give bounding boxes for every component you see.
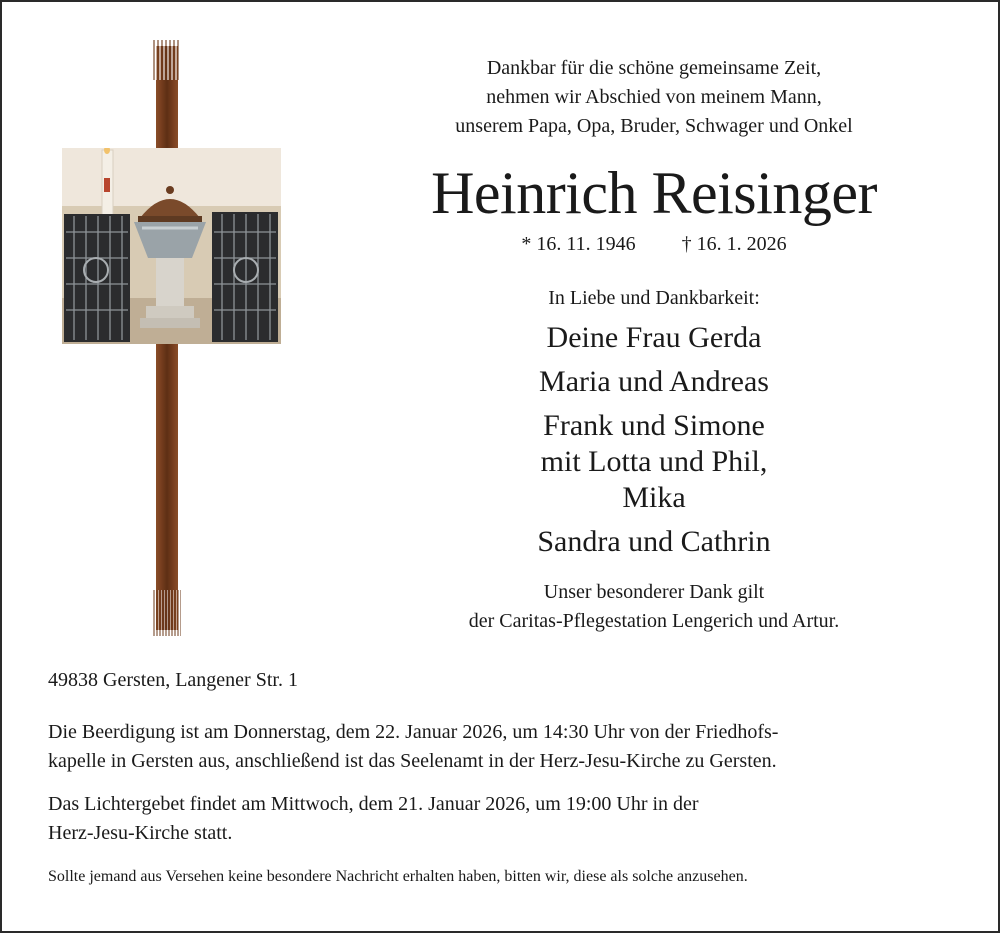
family-entry xyxy=(404,524,904,560)
funeral-line: kapelle in Gersten aus, anschließend ist das Seelenamt in der Herz-Jesu-Kirche zu Gersten. xyxy=(48,750,777,772)
love-line: In Liebe und Dankbarkeit: xyxy=(548,287,760,309)
family-line: Maria und Andreas xyxy=(539,365,769,398)
family-line: Sandra und Cathrin xyxy=(537,525,771,558)
family-entry xyxy=(404,408,904,516)
family-list xyxy=(404,320,904,568)
life-dates xyxy=(404,231,904,257)
family-line: mit Lotta und Phil, xyxy=(540,445,768,478)
intro-line: Dankbar für die schöne gemeinsame Zeit, xyxy=(486,57,822,79)
address: 49838 Gersten, Langener Str. 1 xyxy=(48,669,298,691)
thanks-line: der Caritas-Pflegestation Lengerich und Artur. xyxy=(468,610,840,632)
baptismal-font-photo xyxy=(62,148,281,344)
deceased-name: Heinrich Reisinger xyxy=(431,160,877,226)
death-date: † 16. 1. 2026 xyxy=(681,233,787,255)
intro-line: nehmen wir Abschied von meinem Mann, xyxy=(486,86,822,108)
funeral-paragraph xyxy=(48,718,978,776)
family-line: Mika xyxy=(622,481,686,514)
intro-line: unserem Papa, Opa, Bruder, Schwager und Onkel xyxy=(455,115,853,137)
family-line: Deine Frau Gerda xyxy=(546,321,762,354)
funeral-line: Die Beerdigung ist am Donnerstag, dem 22. Januar 2026, um 14:30 Uhr von der Friedhofs- xyxy=(48,721,779,743)
intro-text xyxy=(404,54,904,141)
prayer-line: Herz-Jesu-Kirche statt. xyxy=(48,822,233,844)
thanks-line: Unser besonderer Dank gilt xyxy=(543,581,765,603)
family-entry xyxy=(404,320,904,356)
birth-date: * 16. 11. 1946 xyxy=(521,233,636,255)
closing-note: Sollte jemand aus Versehen keine besondere Nachricht erhalten haben, bitten wir, diese als solche anzusehen. xyxy=(48,868,748,885)
prayer-paragraph xyxy=(48,790,978,848)
family-line: Frank und Simone xyxy=(543,409,765,442)
prayer-line: Das Lichtergebet findet am Mittwoch, dem 21. Januar 2026, um 19:00 Uhr in der xyxy=(48,793,699,815)
thanks-text xyxy=(404,578,904,636)
family-entry xyxy=(404,364,904,400)
